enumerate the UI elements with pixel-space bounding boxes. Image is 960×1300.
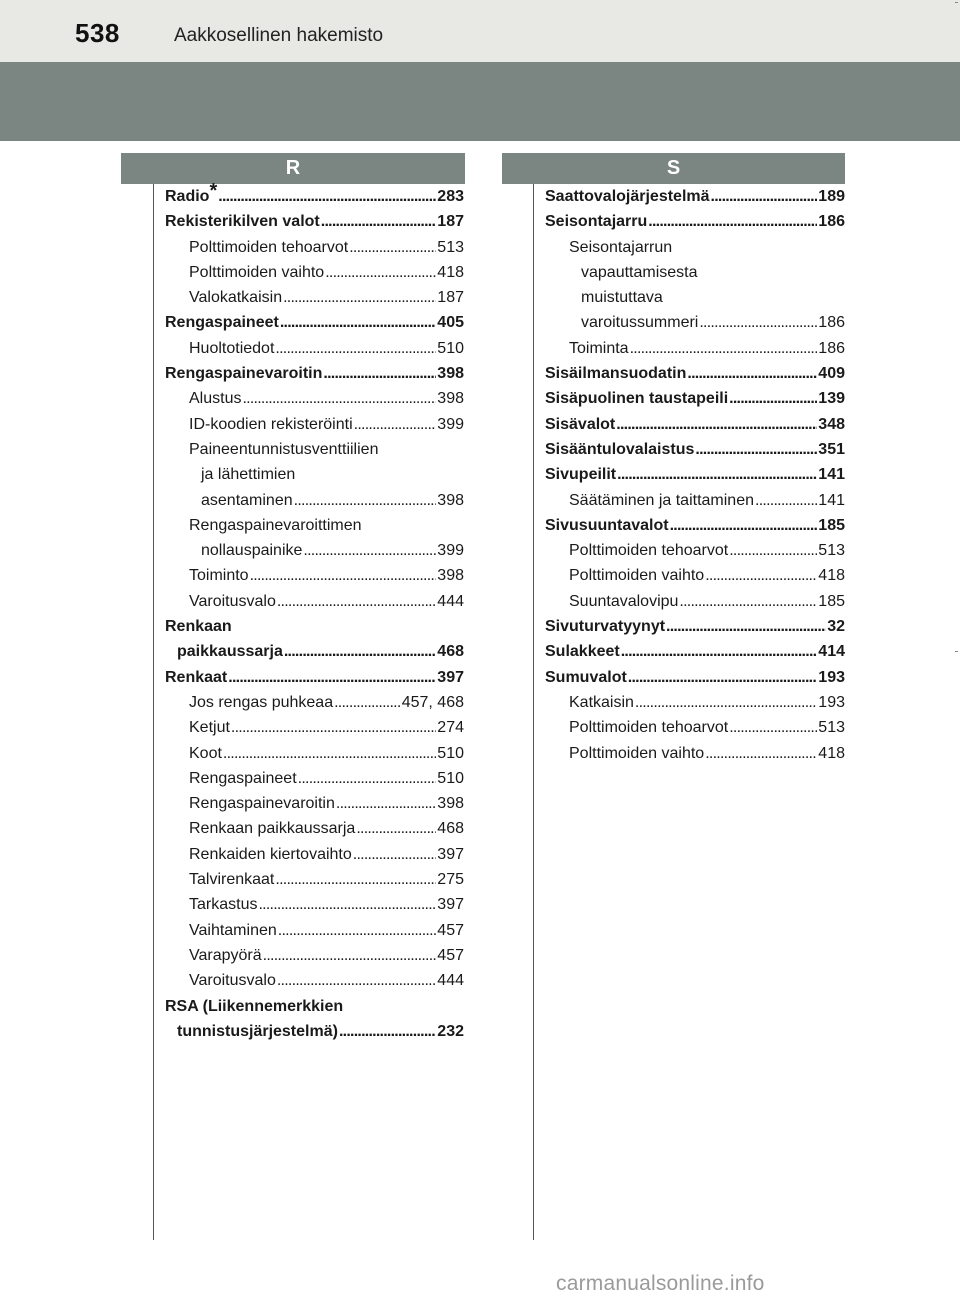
dot-leader [711, 188, 818, 206]
entry-text: Varoitusvalo [189, 592, 276, 610]
page-header [0, 0, 960, 62]
watermark: carmanualsonline.info [556, 1272, 765, 1295]
index-entry [545, 441, 845, 466]
entry-label [189, 896, 257, 914]
entry-text: Rengaspainevaroittimen [189, 516, 362, 534]
index-entry [165, 239, 464, 264]
entry-text: Renkaan paikkaussarja [189, 820, 356, 838]
entry-label [189, 820, 355, 838]
entry-page-number: 348 [818, 415, 845, 433]
entry-text: Sumuvalot [545, 668, 627, 686]
entry-label [569, 719, 728, 737]
dot-leader [277, 972, 436, 990]
entry-page-number: 457, 468 [401, 693, 464, 711]
entry-text: Koot [189, 744, 222, 762]
entry-label [189, 745, 222, 763]
dot-leader [699, 314, 817, 332]
entry-page-number: 32 [827, 618, 845, 636]
dot-leader [630, 340, 818, 358]
entry-text: Rengaspaineet [189, 769, 297, 787]
index-entry [165, 492, 464, 517]
entry-page-number: 444 [437, 972, 464, 990]
entry-page-number: 141 [818, 491, 845, 509]
index-entry [545, 517, 845, 542]
index-entry [165, 972, 464, 997]
dot-leader [755, 492, 817, 510]
entry-text: vapauttamisesta [581, 263, 698, 281]
index-entry [545, 618, 845, 643]
entry-text: ID-koodien rekisteröinti [189, 415, 353, 433]
index-entry [165, 179, 464, 213]
entry-label [189, 567, 249, 585]
index-column-r [165, 179, 464, 1048]
entry-text: Rengaspainevaroitin [165, 365, 323, 383]
entry-label [545, 517, 669, 535]
entry-text: Tarkastus [189, 896, 258, 914]
entry-text: Talvirenkaat [189, 871, 275, 889]
index-entry [165, 998, 464, 1023]
entry-label [189, 264, 324, 282]
page-title: Aakkosellinen hakemisto [174, 25, 384, 46]
dot-leader [298, 770, 437, 788]
entry-text: Rengaspainevaroitin [189, 795, 335, 813]
dot-leader [353, 846, 437, 864]
entry-page-number: 187 [437, 213, 464, 231]
dot-leader [284, 643, 436, 661]
entry-label [165, 179, 218, 206]
dot-leader [354, 416, 437, 434]
entry-page-number: 513 [818, 542, 845, 560]
dot-leader [635, 694, 817, 712]
entry-page-number: 457 [437, 921, 464, 939]
dot-leader [621, 643, 818, 661]
dot-leader [258, 896, 436, 914]
entry-page-number: 510 [437, 339, 464, 357]
index-entry [165, 340, 464, 365]
entry-text: Katkaisin [569, 693, 634, 711]
entry-label [189, 694, 333, 712]
entry-page-number: 399 [437, 542, 464, 560]
entry-page-number: 275 [437, 871, 464, 889]
entry-label [165, 998, 343, 1016]
index-entry [165, 871, 464, 896]
index-entry [165, 618, 464, 643]
entry-text: Vaihtaminen [189, 921, 277, 939]
dot-leader [325, 264, 436, 282]
entry-label [189, 795, 335, 813]
index-entry [165, 264, 464, 289]
index-entry [165, 390, 464, 415]
entry-label [165, 213, 320, 231]
index-entry [165, 846, 464, 871]
index-entry [165, 922, 464, 947]
header-band [0, 62, 960, 141]
entry-label [201, 466, 295, 484]
entry-page-number: 399 [437, 415, 464, 433]
index-entry [545, 264, 845, 289]
entry-label [189, 416, 353, 434]
entry-label [545, 188, 710, 206]
entry-text: Sulakkeet [545, 643, 620, 661]
dot-leader [679, 593, 817, 611]
index-entry [545, 593, 845, 618]
entry-label [545, 416, 615, 434]
dot-leader [336, 795, 436, 813]
index-entry [165, 820, 464, 845]
dot-leader [275, 871, 436, 889]
entry-label [545, 441, 694, 459]
index-entry [545, 567, 845, 592]
entry-page-number: 398 [437, 795, 464, 813]
entry-label [581, 314, 698, 332]
entry-page-number: 187 [437, 289, 464, 307]
entry-label [569, 745, 704, 763]
index-entry [545, 340, 845, 365]
entry-text: Huoltotiedot [189, 339, 275, 357]
dot-leader [339, 1023, 436, 1041]
entry-text: Toiminta [569, 339, 629, 357]
entry-page-number: 351 [818, 440, 845, 458]
entry-text: Sivupeilit [545, 466, 617, 484]
entry-page-number: 139 [818, 390, 845, 408]
index-entry [545, 669, 845, 694]
dot-leader [218, 188, 436, 206]
index-entry [545, 289, 845, 314]
index-entry [165, 542, 464, 567]
entry-label [545, 618, 665, 636]
entry-page-number: 189 [818, 188, 845, 205]
entry-label [189, 846, 352, 864]
entry-text: Valokatkaisin [189, 289, 283, 307]
entry-page-number: 405 [437, 314, 464, 332]
page-number: 538 [75, 18, 120, 48]
index-entry [165, 365, 464, 390]
index-entry [545, 466, 845, 491]
index-entry [165, 795, 464, 820]
index-entry [545, 213, 845, 238]
entry-label [581, 264, 698, 282]
dot-leader [670, 517, 818, 535]
dot-leader [687, 365, 817, 383]
dot-leader [695, 441, 817, 459]
dot-leader [323, 365, 436, 383]
entry-label [189, 770, 297, 788]
entry-text: Säätäminen ja taittaminen [569, 491, 754, 509]
entry-label [201, 542, 302, 560]
entry-page-number: 468 [437, 820, 464, 838]
entry-text: RSA (Liikennemerkkien [165, 997, 344, 1015]
entry-label [545, 213, 647, 231]
entry-page-number: 398 [437, 390, 464, 408]
entry-text: Saattovalojärjestelmä [545, 188, 710, 205]
dot-leader [294, 492, 437, 510]
entry-text: Varoitusvalo [189, 972, 276, 990]
index-entry [545, 416, 845, 441]
entry-label [165, 669, 227, 687]
entry-page-number: 397 [437, 845, 464, 863]
section-heading-s: S [502, 153, 845, 184]
dot-leader [250, 567, 437, 585]
entry-label [165, 365, 322, 383]
entry-page-number: 398 [437, 365, 464, 383]
dot-leader [666, 618, 826, 636]
dot-leader [349, 239, 436, 257]
entry-text: Alustus [189, 390, 242, 408]
index-entry [165, 1023, 464, 1048]
entry-page-number: 283 [437, 188, 464, 205]
entry-page-number: 510 [437, 769, 464, 787]
entry-text: varoitussummeri [581, 314, 699, 332]
entry-label [569, 340, 629, 358]
index-entry [545, 542, 845, 567]
index-entry [545, 365, 845, 390]
dot-leader [242, 390, 436, 408]
dot-leader [729, 719, 817, 737]
entry-text: Sisäpuolinen taustapeili [545, 390, 729, 408]
entry-text: Polttimoiden tehoarvot [189, 238, 349, 256]
entry-label [569, 694, 634, 712]
entry-page-number: 418 [818, 567, 845, 585]
entry-page-number: 457 [437, 946, 464, 964]
index-entry [165, 947, 464, 972]
dot-leader [321, 213, 437, 231]
entry-text: Paineentunnistusventtiilien [189, 440, 379, 458]
dot-leader [263, 947, 437, 965]
crop-mark [955, 651, 958, 652]
entry-label [569, 567, 704, 585]
entry-page-number: 409 [818, 365, 845, 383]
entry-text: Renkaat [165, 668, 228, 686]
entry-label [189, 593, 276, 611]
entry-page-number: 418 [818, 744, 845, 762]
entry-page-number: 468 [437, 643, 464, 661]
section-heading-r: R [121, 153, 465, 184]
entry-label [569, 542, 728, 560]
entry-text: Renkaan [165, 618, 232, 636]
entry-label [189, 922, 277, 940]
entry-page-number: 274 [437, 719, 464, 737]
entry-page-number: 397 [437, 896, 464, 914]
dot-leader [280, 314, 436, 332]
dot-leader [231, 719, 436, 737]
entry-page-number: 185 [818, 592, 845, 610]
index-entry [165, 669, 464, 694]
entry-label [201, 492, 293, 510]
index-entry [165, 593, 464, 618]
entry-label [545, 390, 728, 408]
index-entry [165, 694, 464, 719]
entry-text: muistuttava [581, 289, 663, 307]
index-entry [165, 213, 464, 238]
entry-text: Sivusuuntavalot [545, 516, 669, 534]
dot-leader [705, 567, 817, 585]
dot-leader [278, 922, 437, 940]
entry-page-number: 193 [818, 668, 845, 686]
column-divider [533, 184, 534, 1240]
entry-page-number: 418 [437, 263, 464, 281]
crop-mark [955, 2, 958, 3]
index-entry [165, 719, 464, 744]
entry-page-number: 186 [818, 339, 845, 357]
dot-leader [705, 745, 817, 763]
index-entry [165, 770, 464, 795]
entry-page-number: 186 [818, 314, 845, 332]
entry-label [189, 289, 282, 307]
entry-label [189, 441, 378, 459]
index-entry [165, 314, 464, 339]
entry-page-number: 398 [437, 567, 464, 585]
dot-leader [729, 542, 817, 560]
entry-text: Seisontajarrun [569, 238, 673, 256]
dot-leader [283, 289, 436, 307]
entry-label [569, 239, 672, 257]
entry-text: Polttimoiden vaihto [569, 567, 705, 585]
dot-leader [303, 542, 436, 560]
entry-text: Polttimoiden vaihto [189, 263, 325, 281]
index-entry [165, 466, 464, 491]
entry-text: Renkaiden kiertovaihto [189, 845, 352, 863]
index-entry [165, 745, 464, 770]
entry-page-number: 141 [818, 466, 845, 484]
entry-text: Sisäilmansuodatin [545, 365, 687, 383]
entry-label [189, 972, 276, 990]
entry-label [189, 390, 241, 408]
entry-text: Jos rengas puhkeaa [189, 693, 334, 711]
entry-text: Ketjut [189, 719, 230, 737]
dot-leader [617, 466, 817, 484]
dot-leader [648, 213, 817, 231]
dot-leader [275, 340, 436, 358]
index-entry [545, 745, 845, 770]
entry-label [545, 669, 627, 687]
entry-text: ja lähettimien [201, 466, 296, 484]
dot-leader [356, 820, 436, 838]
entry-page-number: 414 [818, 643, 845, 661]
index-entry [165, 289, 464, 314]
entry-text: Toiminto [189, 567, 249, 585]
entry-text: Radio [165, 188, 210, 205]
index-entry [545, 239, 845, 264]
entry-label [189, 871, 274, 889]
entry-page-number: 232 [437, 1022, 464, 1040]
entry-text: asentaminen [201, 491, 293, 509]
entry-page-number: 185 [818, 516, 845, 534]
index-entry [545, 719, 845, 744]
entry-page-number: 513 [818, 719, 845, 737]
entry-label [545, 466, 616, 484]
index-entry [165, 416, 464, 441]
entry-label [165, 618, 232, 636]
entry-text: Rengaspaineet [165, 314, 279, 332]
entry-label [177, 643, 283, 661]
index-entry [165, 441, 464, 466]
entry-text: nollauspainike [201, 542, 303, 560]
entry-text: tunnistusjärjestelmä) [177, 1022, 338, 1040]
entry-page-number: 510 [437, 744, 464, 762]
index-entry [165, 896, 464, 921]
entry-text: Polttimoiden vaihto [569, 744, 705, 762]
footnote-marker: * [209, 179, 218, 202]
entry-page-number: 397 [437, 668, 464, 686]
entry-text: Sisävalot [545, 415, 616, 433]
entry-text: Sisääntulovalaistus [545, 440, 695, 458]
dot-leader [729, 390, 817, 408]
dot-leader [616, 416, 817, 434]
entry-page-number: 444 [437, 592, 464, 610]
index-entry [545, 188, 845, 213]
entry-text: paikkaussarja [177, 643, 283, 661]
entry-label [189, 239, 348, 257]
index-entry [545, 314, 845, 339]
dot-leader [628, 669, 818, 687]
entry-text: Seisontajarru [545, 213, 648, 231]
entry-label [545, 365, 686, 383]
index-entry [545, 390, 845, 415]
index-entry [165, 517, 464, 542]
index-entry [165, 643, 464, 668]
entry-label [189, 340, 274, 358]
entry-label [189, 947, 262, 965]
entry-label [165, 314, 279, 332]
entry-text: Rekisterikilven valot [165, 213, 320, 231]
entry-label [581, 289, 663, 307]
entry-page-number: 398 [437, 491, 464, 509]
column-divider [153, 184, 154, 1240]
entry-page-number: 186 [818, 213, 845, 231]
entry-label [177, 1023, 338, 1041]
dot-leader [223, 745, 436, 763]
index-entry [545, 694, 845, 719]
entry-text: Varapyörä [189, 946, 262, 964]
entry-label [569, 492, 754, 510]
entry-page-number: 193 [818, 693, 845, 711]
dot-leader [228, 669, 436, 687]
entry-label [189, 517, 362, 535]
dot-leader [277, 593, 436, 611]
entry-label [569, 593, 678, 611]
dot-leader [334, 694, 401, 712]
entry-label [545, 643, 620, 661]
index-entry [545, 492, 845, 517]
index-column-s [545, 188, 845, 770]
index-entry [545, 643, 845, 668]
entry-text: Sivuturvatyynyt [545, 618, 666, 636]
entry-text: Suuntavalovipu [569, 592, 679, 610]
index-entry [165, 567, 464, 592]
entry-label [189, 719, 230, 737]
entry-text: Polttimoiden tehoarvot [569, 542, 729, 560]
entry-text: Polttimoiden tehoarvot [569, 719, 729, 737]
entry-page-number: 513 [437, 238, 464, 256]
